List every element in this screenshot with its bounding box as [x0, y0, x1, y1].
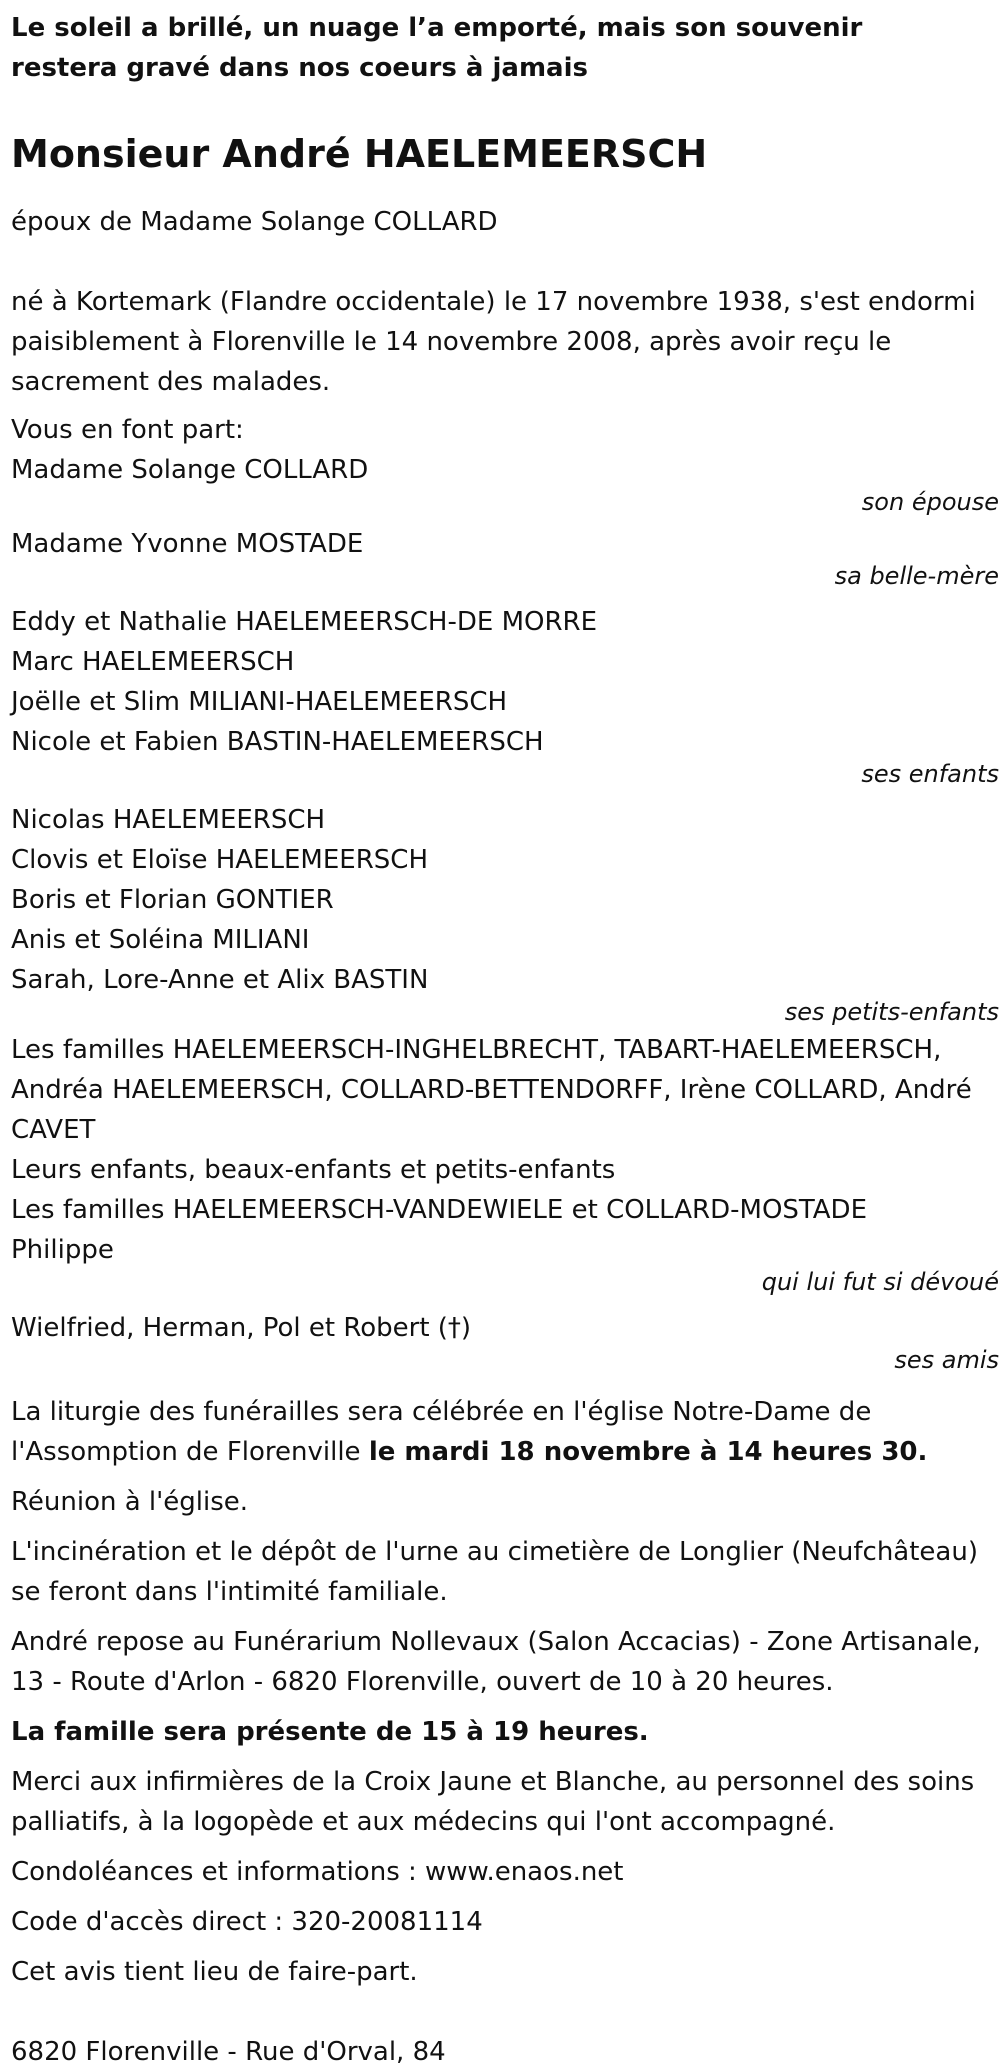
birth-death-text: né à Kortemark (Flandre occidentale) le 17 novembre 1938, s'est endormi paisiblement à Florenville le 14 novembre 2008, après avoir reçu le sacrement des malades. — [11, 287, 976, 397]
relative-name: Anis et Soléina MILIANI — [11, 925, 310, 955]
relatives-group-friends — [11, 1308, 1000, 1378]
relative-name: Boris et Florian GONTIER — [11, 885, 334, 915]
relatives-group-families — [11, 1030, 1000, 1300]
address-line: 6820 Florenville - Rue d'Orval, 84 — [11, 2037, 446, 2067]
reunion-line: Réunion à l'église. — [11, 1487, 249, 1517]
thanks-text: Merci aux infirmières de la Croix Jaune et Blanche, au personnel des soins palliatifs, à la logopède et aux médecins qui l'ont accompagné. — [11, 1767, 975, 1837]
family-presence: La famille sera présente de 15 à 19 heures. — [11, 1717, 649, 1747]
relative-name: Les familles HAELEMEERSCH-INGHELBRECHT, TABART-HAELEMEERSCH, Andréa HAELEMEERSCH, COLLARD-BETTENDORFF, Irène COLLARD, André CAVET — [11, 1035, 972, 1145]
relatives-group-mother-in-law — [11, 524, 1000, 594]
relation-label: ses petits-enfants — [784, 998, 999, 1026]
relative-name: Clovis et Eloïse HAELEMEERSCH — [11, 845, 428, 875]
relative-name: Madame Solange COLLARD — [11, 455, 369, 485]
liturgy-date: le mardi 18 novembre à 14 heures 30. — [368, 1437, 928, 1467]
relatives-group-children — [11, 602, 1000, 792]
relation-label: ses enfants — [861, 760, 999, 788]
relative-name: Eddy et Nathalie HAELEMEERSCH-DE MORRE — [11, 607, 598, 637]
announce-line: Vous en font part: — [11, 415, 244, 445]
notice-line: Cet avis tient lieu de faire-part. — [11, 1957, 418, 1987]
spouse-line: époux de Madame Solange COLLARD — [11, 207, 498, 237]
relation-label: ses amis — [894, 1346, 999, 1374]
relative-name: Les familles HAELEMEERSCH-VANDEWIELE et COLLARD-MOSTADE — [11, 1195, 868, 1225]
relative-name: Philippe — [11, 1235, 114, 1265]
deceased-name: Monsieur André HAELEMEERSCH — [11, 132, 708, 176]
relatives-group-grandchildren — [11, 800, 1000, 1030]
relation-label: qui lui fut si dévoué — [761, 1268, 999, 1296]
relative-name: Wielfried, Herman, Pol et Robert (†) — [11, 1313, 472, 1343]
relation-label: sa belle-mère — [834, 562, 999, 590]
relative-name: Nicolas HAELEMEERSCH — [11, 805, 326, 835]
relative-name: Joëlle et Slim MILIANI-HAELEMEERSCH — [11, 687, 508, 717]
incineration-text: L'incinération et le dépôt de l'urne au cimetière de Longlier (Neufchâteau) se feront dans l'intimité familiale. — [11, 1537, 978, 1607]
liturgy-text: La liturgie des funérailles sera célébrée en l'église Notre-Dame de l'Assomption de Florenville — [11, 1397, 872, 1467]
relative-name: Marc HAELEMEERSCH — [11, 647, 295, 677]
relative-name: Nicole et Fabien BASTIN-HAELEMEERSCH — [11, 727, 544, 757]
repose-text: André repose au Funérarium Nollevaux (Salon Accacias) - Zone Artisanale, 13 - Route d'Arlon - 6820 Florenville, ouvert de 10 à 20 heures. — [11, 1627, 981, 1697]
liturgy-info — [11, 1392, 999, 1472]
relative-name: Leurs enfants, beaux-enfants et petits-enfants — [11, 1155, 616, 1185]
relative-name: Madame Yvonne MOSTADE — [11, 529, 364, 559]
relation-label: son épouse — [861, 488, 999, 516]
epitaph: Le soleil a brillé, un nuage l’a emporté, mais son souvenir restera gravé dans nos coeurs à jamais — [11, 13, 863, 83]
access-code-line: Code d'accès direct : 320-20081114 — [11, 1907, 483, 1937]
relatives-group-spouse — [11, 450, 1000, 520]
condolences-line: Condoléances et informations : www.enaos.net — [11, 1857, 624, 1887]
relative-name: Sarah, Lore-Anne et Alix BASTIN — [11, 965, 429, 995]
